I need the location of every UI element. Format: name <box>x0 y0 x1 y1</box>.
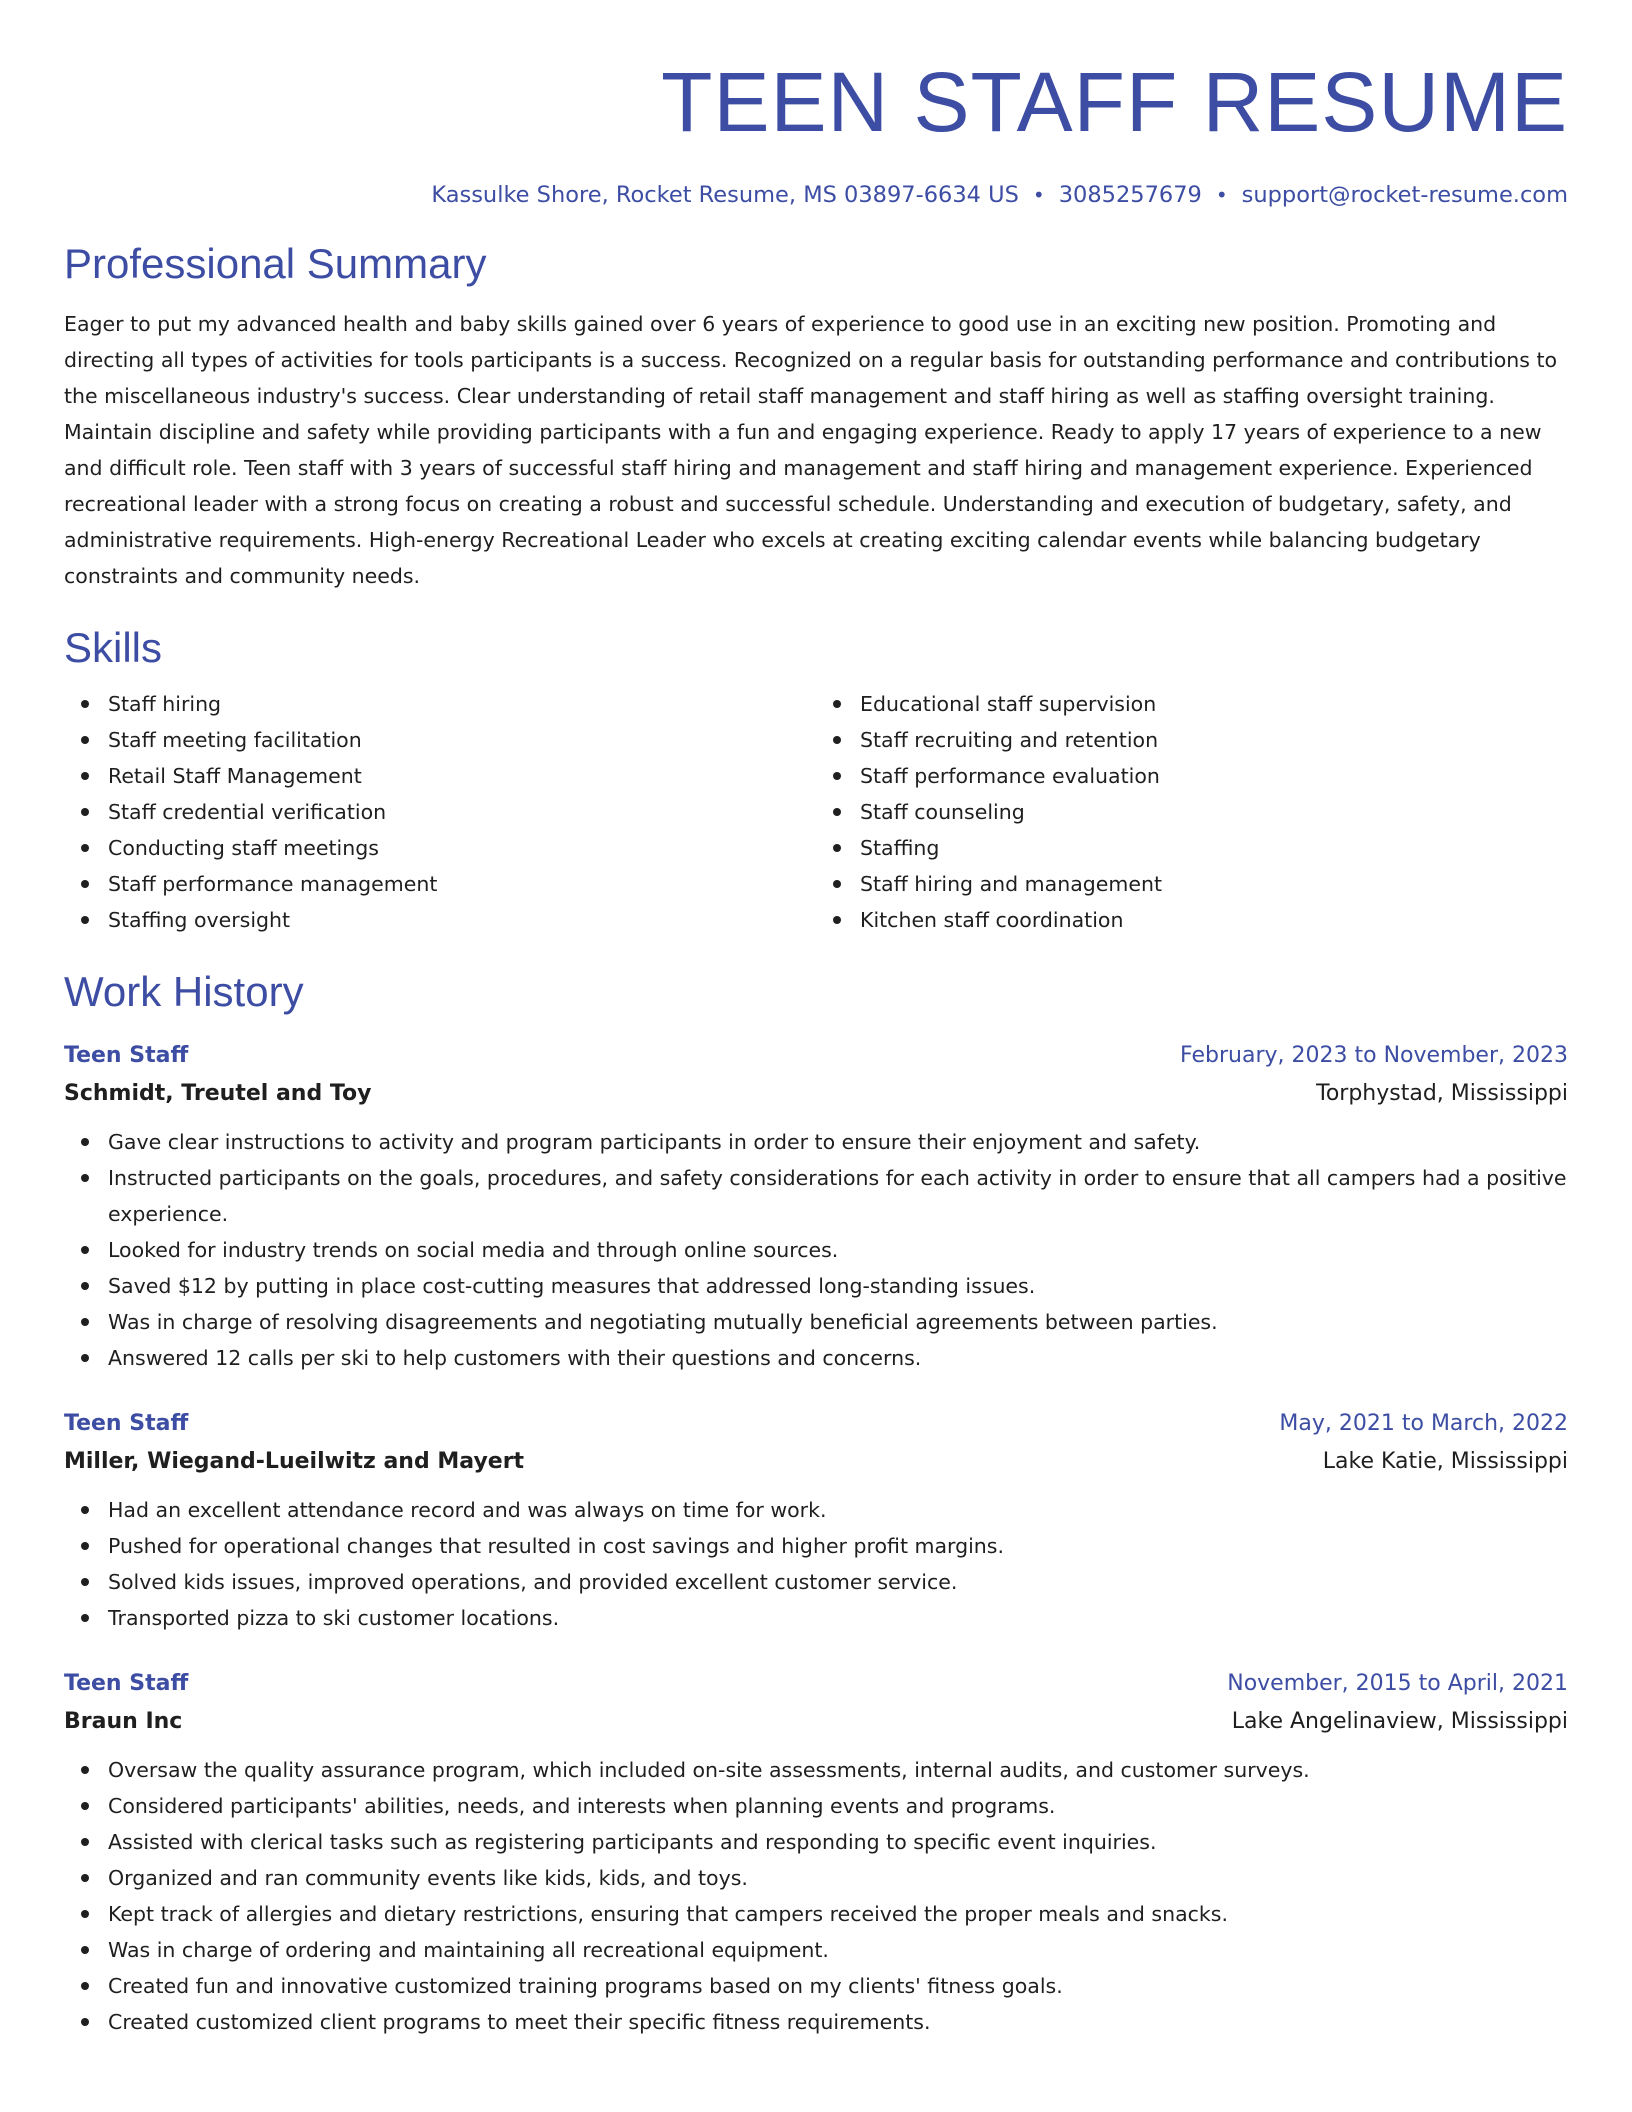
job-bullets <box>64 1492 1568 1636</box>
job-company: Braun Inc <box>64 1709 183 1734</box>
job-location: Lake Angelinaview, Mississippi <box>1231 1709 1568 1734</box>
job-bullet: Transported pizza to ski customer locations. <box>108 1600 1568 1636</box>
job-location: Lake Katie, Mississippi <box>1322 1449 1568 1474</box>
skill-item: Staff performance evaluation <box>860 758 1568 794</box>
skill-item: Kitchen staff coordination <box>860 902 1568 938</box>
job-bullet: Instructed participants on the goals, procedures, and safety considerations for each activity in order to ensure that all campers had a positive experience. <box>108 1160 1568 1232</box>
contact-separator: • <box>1215 183 1228 207</box>
job-bullet: Considered participants' abilities, needs, and interests when planning events and programs. <box>108 1788 1568 1824</box>
job-bullet: Was in charge of resolving disagreements and negotiating mutually beneficial agreements between parties. <box>108 1304 1568 1340</box>
job-title: Teen Staff <box>64 1043 189 1068</box>
job-bullet: Kept track of allergies and dietary restrictions, ensuring that campers received the proper meals and snacks. <box>108 1896 1568 1932</box>
job-entry <box>64 1406 1568 1636</box>
skill-item: Retail Staff Management <box>108 758 816 794</box>
job-bullets <box>64 1124 1568 1376</box>
contact-address: Kassulke Shore, Rocket Resume, MS 03897-6634 US <box>431 182 1019 208</box>
job-company: Schmidt, Treutel and Toy <box>64 1081 372 1106</box>
job-location: Torphystad, Mississippi <box>1316 1081 1568 1106</box>
skill-item: Staff performance management <box>108 866 816 902</box>
job-entry <box>64 1038 1568 1376</box>
skill-item: Staffing oversight <box>108 902 816 938</box>
job-bullet: Gave clear instructions to activity and program participants in order to ensure their enjoyment and safety. <box>108 1124 1568 1160</box>
job-title: Teen Staff <box>64 1671 189 1696</box>
job-bullet: Organized and ran community events like kids, kids, and toys. <box>108 1860 1568 1896</box>
job-company-row <box>64 1442 1568 1482</box>
skill-item: Staff hiring and management <box>860 866 1568 902</box>
skill-item: Conducting staff meetings <box>108 830 816 866</box>
work-history-heading: Work History <box>64 968 304 1015</box>
skill-item: Staff counseling <box>860 794 1568 830</box>
skill-item: Staff hiring <box>108 686 816 722</box>
skill-item: Staffing <box>860 830 1568 866</box>
skill-item: Educational staff supervision <box>860 686 1568 722</box>
job-company-row <box>64 1702 1568 1742</box>
job-bullet: Pushed for operational changes that resulted in cost savings and higher profit margins. <box>108 1528 1568 1564</box>
skills-heading: Skills <box>64 624 163 671</box>
job-bullet: Looked for industry trends on social media and through online sources. <box>108 1232 1568 1268</box>
job-dates: May, 2021 to March, 2022 <box>1279 1411 1568 1436</box>
job-header-row <box>64 1038 1568 1074</box>
job-bullet: Oversaw the quality assurance program, which included on-site assessments, internal audits, and customer surveys. <box>108 1752 1568 1788</box>
job-header-row <box>64 1666 1568 1702</box>
skills-column-right <box>816 686 1568 938</box>
contact-line <box>64 180 1568 210</box>
skill-item: Staff meeting facilitation <box>108 722 816 758</box>
contact-separator: • <box>1032 183 1045 207</box>
job-bullet: Saved $12 by putting in place cost-cutting measures that addressed long-standing issues. <box>108 1268 1568 1304</box>
skill-item: Staff credential verification <box>108 794 816 830</box>
job-bullet: Was in charge of ordering and maintaining all recreational equipment. <box>108 1932 1568 1968</box>
job-dates: February, 2023 to November, 2023 <box>1180 1043 1568 1068</box>
contact-phone: 3085257679 <box>1058 182 1202 208</box>
job-bullet: Solved kids issues, improved operations, and provided excellent customer service. <box>108 1564 1568 1600</box>
summary-heading: Professional Summary <box>64 240 487 287</box>
job-company: Miller, Wiegand-Lueilwitz and Mayert <box>64 1449 525 1474</box>
job-bullet: Created fun and innovative customized training programs based on my clients' fitness goals. <box>108 1968 1568 2004</box>
contact-email: support@rocket-resume.com <box>1241 182 1568 208</box>
job-bullet: Assisted with clerical tasks such as registering participants and responding to specific event inquiries. <box>108 1824 1568 1860</box>
job-title: Teen Staff <box>64 1411 189 1436</box>
job-dates: November, 2015 to April, 2021 <box>1227 1671 1568 1696</box>
summary-text: Eager to put my advanced health and baby skills gained over 6 years of experience to good use in an exciting new position. Promoting and directing all types of activities for tools participants is a success. Recognized on a regular basis for outstanding performance and contributions to the miscellaneous industry's success. Clear understanding of retail staff management and staff hiring as well as staffing oversight training. Maintain discipline and safety while providing participants with a fun and engaging experience. Ready to apply 17 years of experience to a new and difficult role. Teen staff with 3 years of successful staff hiring and management and staff hiring and management experience. Experienced recreational leader with a strong focus on creating a robust and successful schedule. Understanding and execution of budgetary, safety, and administrative requirements. High-energy Recreational Leader who excels at creating exciting calendar events while balancing budgetary constraints and community needs. <box>64 312 1558 588</box>
job-bullet: Had an excellent attendance record and was always on time for work. <box>108 1492 1568 1528</box>
skills-column-left <box>64 686 816 938</box>
resume-title: TEEN STAFF RESUME <box>661 55 1568 149</box>
job-company-row <box>64 1074 1568 1114</box>
job-bullet: Created customized client programs to meet their specific fitness requirements. <box>108 2004 1568 2040</box>
job-bullets <box>64 1752 1568 2040</box>
job-bullet: Answered 12 calls per ski to help customers with their questions and concerns. <box>108 1340 1568 1376</box>
job-entry <box>64 1666 1568 2040</box>
skills-list <box>64 686 1568 938</box>
skill-item: Staff recruiting and retention <box>860 722 1568 758</box>
job-header-row <box>64 1406 1568 1442</box>
